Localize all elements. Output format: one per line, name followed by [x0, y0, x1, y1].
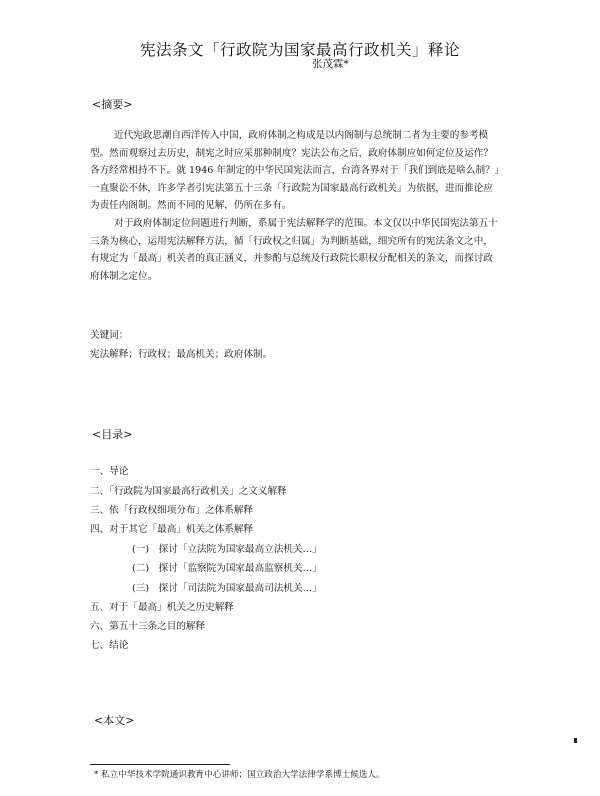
toc-item: 四、对于其它「最高」机关之体系解释: [90, 524, 254, 535]
keywords-heading: 关键词：: [90, 330, 129, 341]
toc-item: 七、结论: [90, 640, 129, 651]
footnote-divider: [90, 764, 230, 765]
toc-item: 一、导论: [90, 466, 129, 477]
abstract-heading: <摘要>: [92, 98, 133, 111]
toc-item: 五、对于「最高」机关之历史解释: [90, 602, 234, 613]
abstract-paragraph-1: [90, 127, 530, 215]
scan-speck: [574, 738, 577, 743]
toc-subitem: (二) 探讨「监察院为国家最高监察机关…」: [132, 563, 322, 574]
abstract-paragraph-2: [90, 215, 530, 285]
toc-item: 二、「行政院为国家最高行政机关」之文义解释: [90, 486, 287, 497]
abstract-line: 各方经常相持不下。就 1946 年制定的中华民国宪法而言，台湾各界对于「我们到底是啥么制？」: [90, 165, 505, 177]
abstract-line: 为责任内阁制。然而不同的见解，仍所在多有。: [90, 200, 292, 212]
footnote: * 私立中华技术学院通识教育中心讲师；国立政治大学法律学系博士候选人。: [94, 770, 385, 780]
abstract-line: 对于政府体制定位问题进行判断，系属于宪法解释学的范围。本文仅以中华民国宪法第五十: [114, 218, 498, 229]
body-heading: <本文>: [94, 714, 135, 727]
toc-item: 六、第五十三条之目的解释: [90, 621, 206, 632]
paper-title: 宪法条文「行政院为国家最高行政机关」释论: [139, 41, 460, 59]
toc-subitem: (一) 探讨「立法院为国家最高立法机关…」: [132, 544, 322, 555]
toc-subitem: (三) 探讨「司法院为国家最高司法机关…」: [132, 583, 322, 594]
abstract-line: 型。然而观察过去历史，制宪之时应采那种制度？宪法公布之后，政府体制应如何定位及运作？: [90, 147, 493, 159]
abstract-line: 府体制之定位。: [90, 270, 158, 282]
keywords-list: 宪法解释；行政权；最高机关；政府体制。: [90, 349, 273, 360]
abstract-line: 三条为核心，运用宪法解释方法，循「行政权之归属」为判断基础，细究所有的宪法条文之中，: [90, 235, 493, 247]
abstract-line: 近代宪政思潮自西洋传入中国，政府体制之构成是以内阁制与总统制二者为主要的参考模: [114, 130, 489, 141]
toc-heading: <目录>: [92, 428, 133, 441]
abstract-line: 有规定为「最高」机关者的真正涵义，并参酌与总统及行政院长职权分配相关的条文，而探讨政: [90, 253, 493, 265]
abstract-line: 一直聚讼不休，许多学者引宪法第五十三条「行政院为国家最高行政机关」为依据，进而推论应: [90, 182, 493, 194]
toc-item: 三、依「行政权细项分布」之体系解释: [90, 505, 254, 516]
author-name: 张茂霖*: [312, 58, 349, 70]
